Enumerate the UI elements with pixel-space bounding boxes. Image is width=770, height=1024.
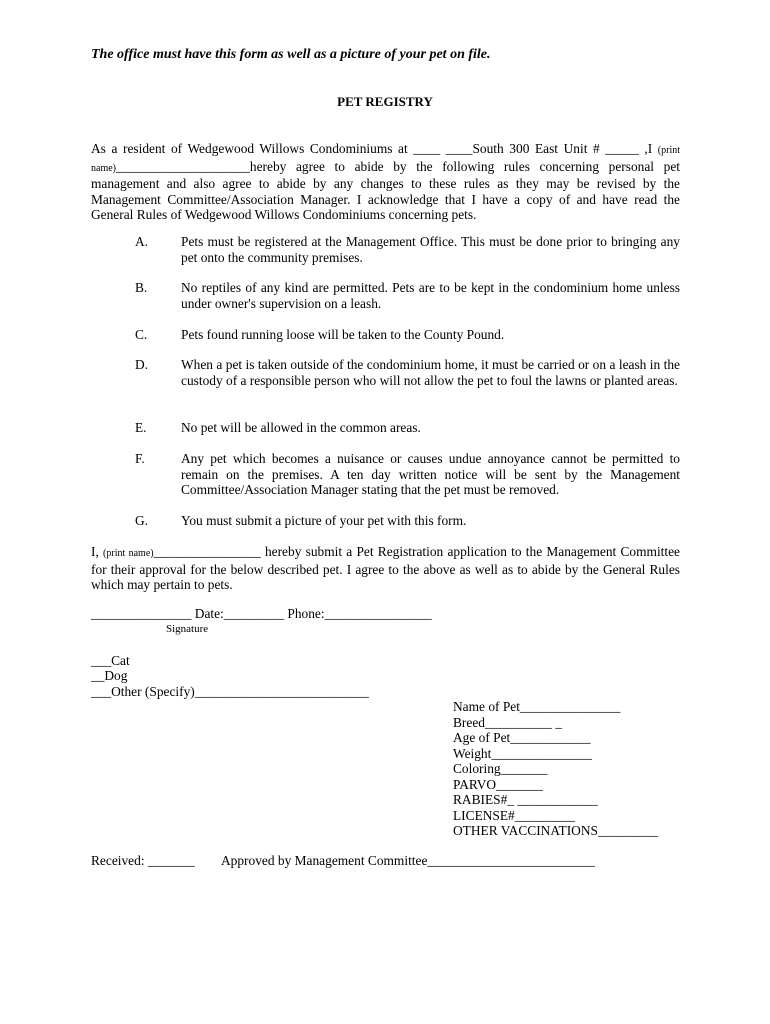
pet-field-weight[interactable]: Weight_______________ — [453, 746, 592, 761]
pet-field-coloring[interactable]: Coloring_______ — [453, 761, 548, 776]
declaration-paragraph — [91, 544, 680, 593]
pet-type-cat[interactable]: ___Cat — [91, 653, 130, 668]
rule-letter: D. — [135, 357, 149, 372]
intro-text-1: As a resident of Wedgewood Willows Condominiums at ____ ____South 300 East Unit # _____ ,I — [91, 141, 658, 156]
print-name-hint: (print name) — [103, 548, 154, 559]
pet-field-age[interactable]: Age of Pet____________ — [453, 730, 591, 745]
pet-type-dog[interactable]: __Dog — [91, 668, 128, 683]
signature-label: Signature — [166, 623, 209, 635]
rule-letter: E. — [135, 420, 147, 435]
declaration-text-2: ________________ hereby submit a Pet Registration application to the Management Committee for their approval for the below described pet. I agree to the above as well as to abide by the General Rules which may pertain to pets. — [91, 544, 680, 593]
intro-text-2: ____________________hereby agree to abide by the following rules concerning personal pet management and also agree to abide by any changes to these rules as they may be revised by the Management Committee/Association Manager. I acknowledge that I have a copy of and have read the General Rules of Wedgewood Willows Condominiums concerning pets. — [91, 158, 680, 223]
pet-type-other[interactable]: ___Other (Specify)__________________________ — [91, 684, 369, 699]
rule-letter: G. — [135, 513, 149, 528]
rule-text: Pets must be registered at the Management Office. This must be done prior to bringing any pet onto the community premises. — [181, 234, 680, 265]
rule-letter: B. — [135, 280, 148, 295]
page-title: PET REGISTRY — [337, 94, 433, 109]
office-note: The office must have this form as well as a picture of your pet on file. — [91, 47, 491, 62]
rule-letter: A. — [135, 234, 149, 249]
rule-letter: F. — [135, 451, 145, 466]
signature-date-phone-line[interactable]: _______________ Date:_________ Phone:________________ — [91, 606, 432, 621]
rule-text: You must submit a picture of your pet with this form. — [181, 513, 467, 528]
rule-text: Any pet which becomes a nuisance or causes undue annoyance cannot be permitted to remain on the premises. A ten day written notice will be sent by the Management Committee/Association Manager stating that the pet must be removed. — [181, 451, 680, 498]
declaration-text-1: I, — [91, 544, 104, 559]
rule-text: No reptiles of any kind are permitted. Pets are to be kept in the condominium home unless under owner's supervision on a leash. — [181, 280, 680, 311]
received-field[interactable]: Received: _______ — [91, 853, 195, 868]
rule-letter: C. — [135, 327, 148, 342]
rule-text: When a pet is taken outside of the condominium home, it must be carried or on a leash in the custody of a responsible person who will not allow the pet to foul the lawns or planted areas. — [181, 357, 680, 388]
rule-text: No pet will be allowed in the common areas. — [181, 420, 421, 435]
rule-text: Pets found running loose will be taken to the County Pound. — [181, 327, 505, 342]
print-name-hint: (print name) — [91, 145, 680, 174]
pet-field-breed[interactable]: Breed__________ _ — [453, 715, 562, 730]
pet-field-parvo[interactable]: PARVO_______ — [453, 777, 543, 792]
pet-field-name[interactable]: Name of Pet_______________ — [453, 699, 621, 714]
intro-paragraph — [91, 141, 680, 223]
approved-by-field[interactable]: Approved by Management Committee_________________________ — [221, 853, 595, 868]
pet-field-license[interactable]: LICENSE#_________ — [453, 808, 575, 823]
pet-field-other-vaccinations[interactable]: OTHER VACCINATIONS_________ — [453, 823, 659, 838]
pet-field-rabies[interactable]: RABIES#_ ____________ — [453, 792, 598, 807]
